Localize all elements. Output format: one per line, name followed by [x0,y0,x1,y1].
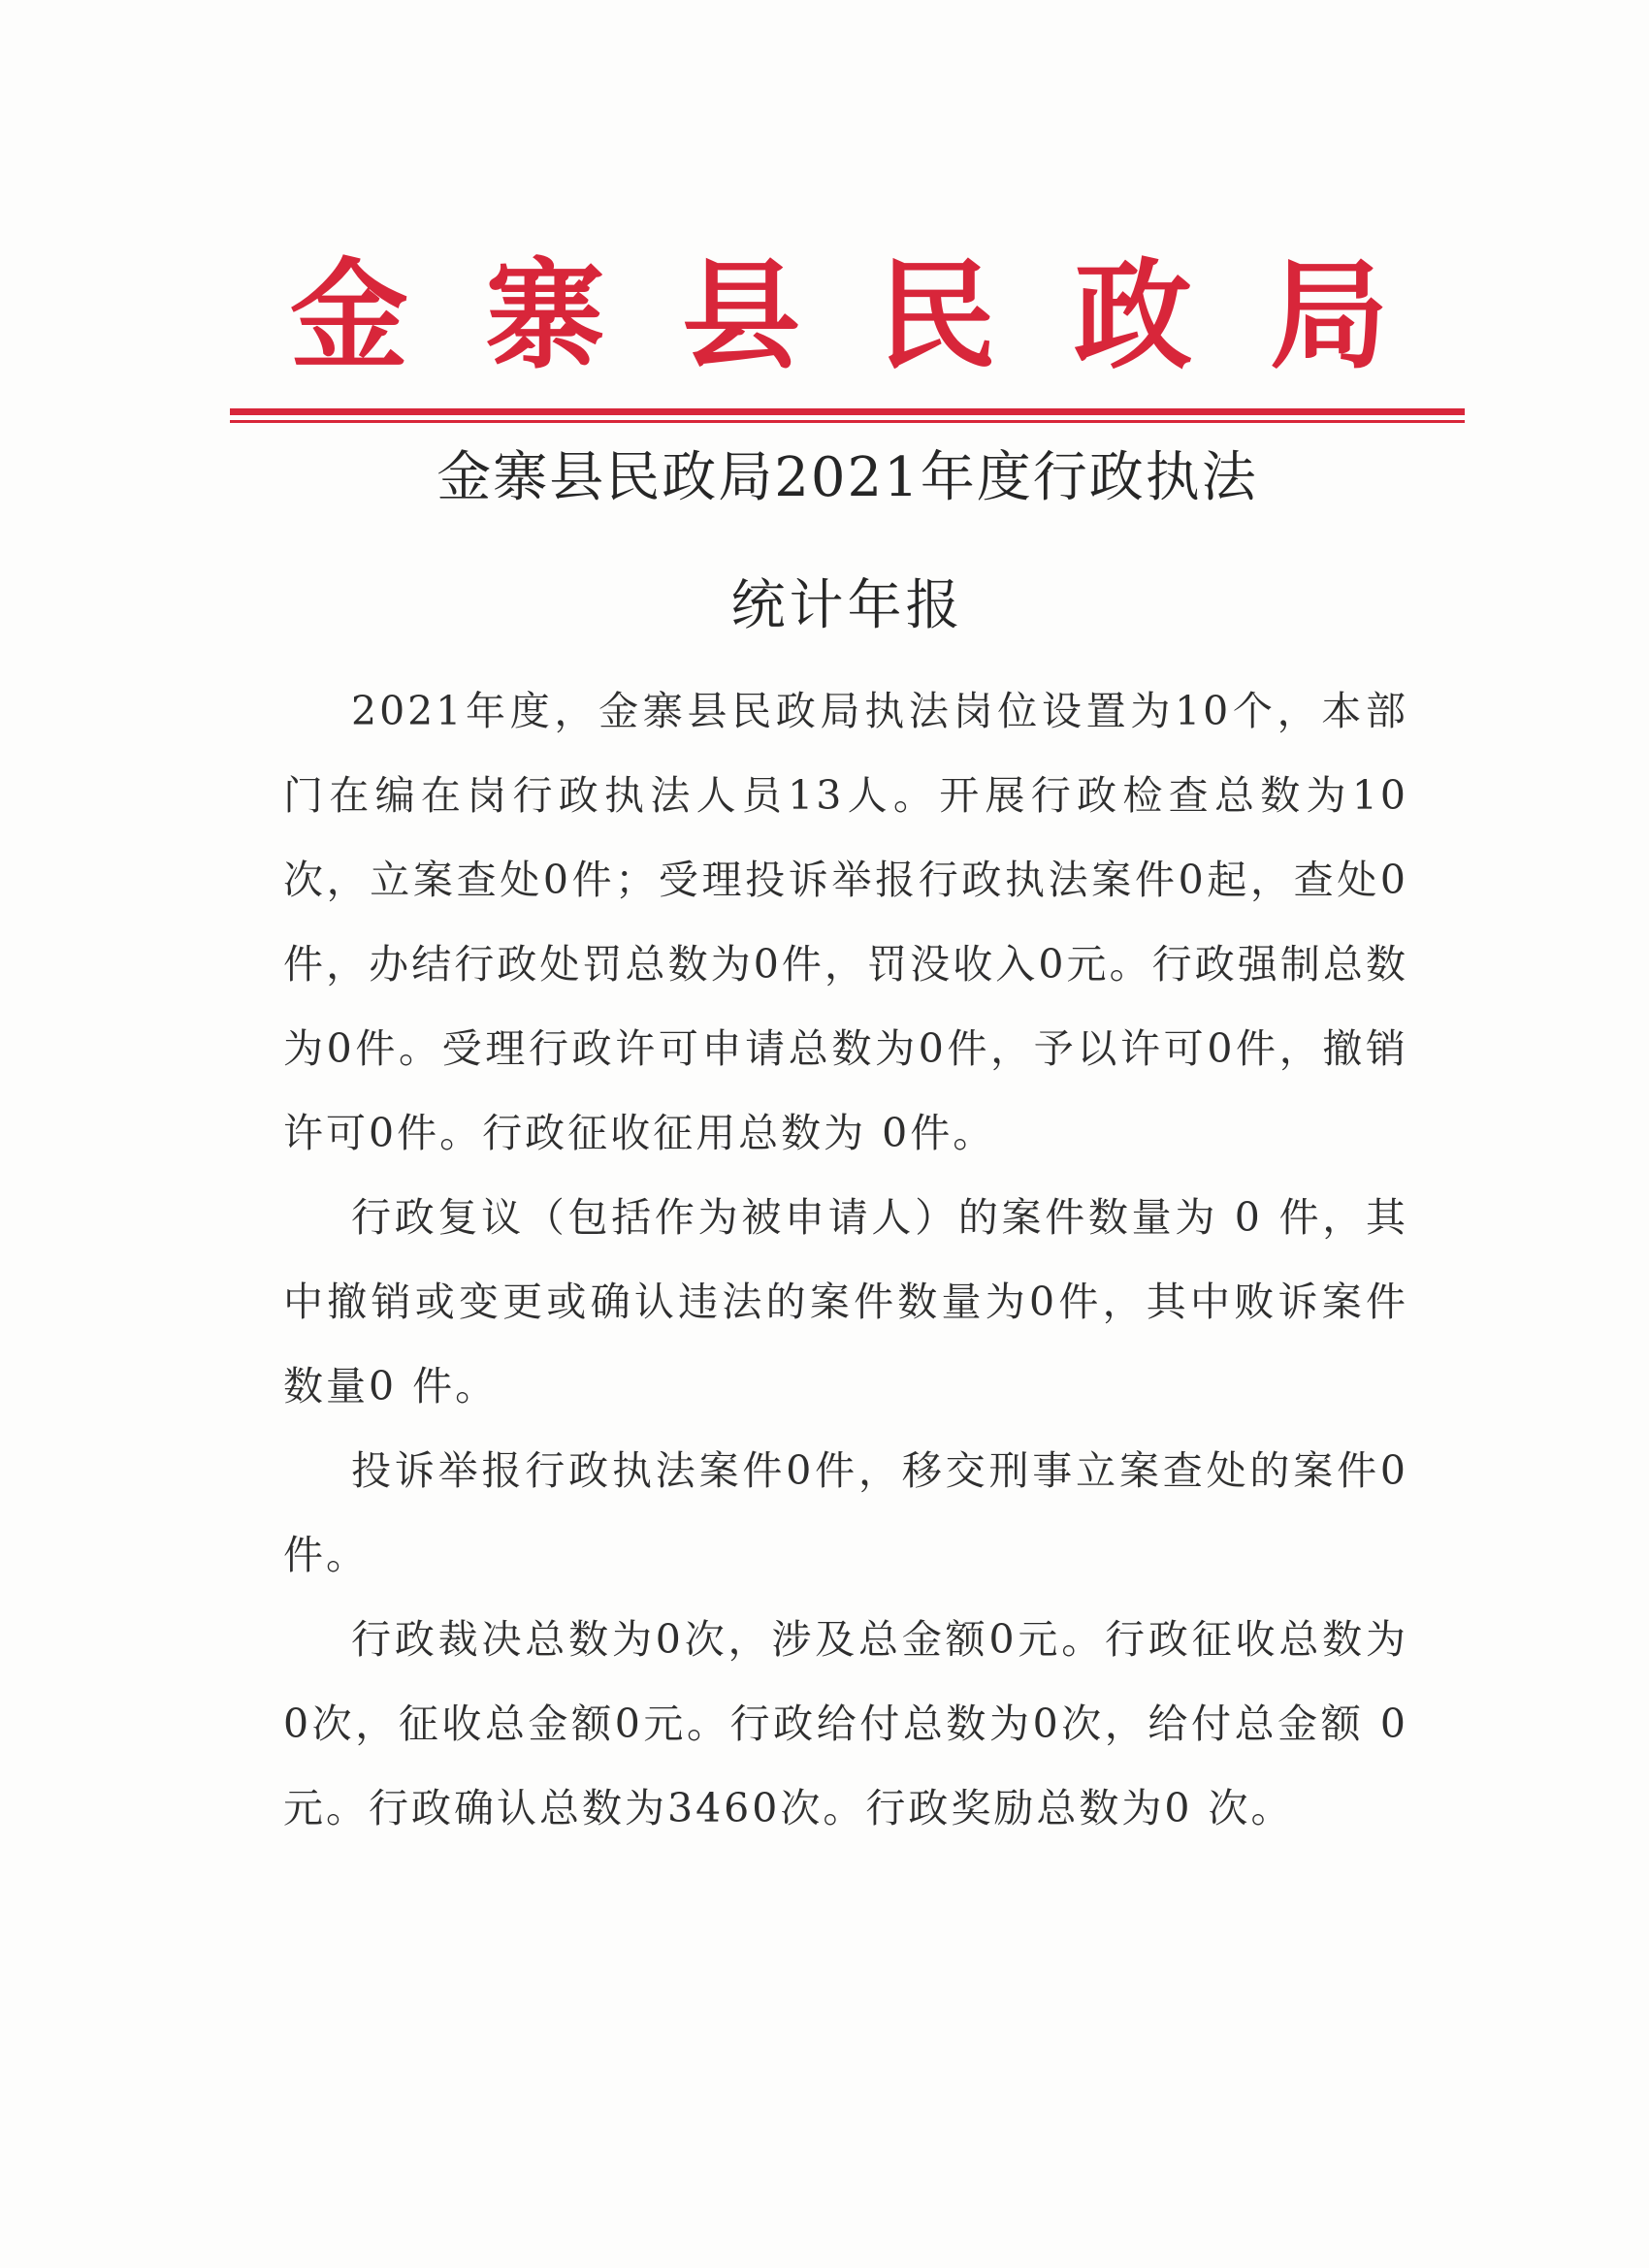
body-paragraph: 2021年度，金寨县民政局执法岗位设置为10个，本部门在编在岗行政执法人员13人。开展行政检查总数为10次，立案查处0件；受理投诉举报行政执法案件0起，查处0件，办结行政处罚总数为0件，罚没收入0元。行政强制总数为0件。受理行政许可申请总数为0件，予以许可0件，撤销许可0件。行政征收征用总数为 0件。 [283,688,1408,1156]
letterhead-divider-thick [230,408,1465,415]
letterhead-char: 金 [290,245,408,385]
letterhead-char: 民 [878,245,996,385]
body-paragraph: 投诉举报行政执法案件0件，移交刑事立案查处的案件0件。 [283,1447,1408,1578]
letterhead-divider-thin [230,420,1465,423]
letterhead-char: 政 [1074,245,1192,385]
letterhead-char: 局 [1270,245,1388,385]
letterhead-char: 县 [682,245,800,385]
document-body [283,669,1408,1851]
body-paragraph: 行政复议（包括作为被申请人）的案件数量为 0 件，其中撤销或变更或确认违法的案件数量为0件，其中败诉案件数量0 件。 [283,1194,1408,1409]
letterhead-title [281,247,1397,383]
document-title-line-2: 统计年报 [730,574,964,637]
body-paragraph: 行政裁决总数为0次，涉及总金额0元。行政征收总数为0次，征收总金额0元。行政给付总数为0次，给付总金额 0元。行政确认总数为3460次。行政奖励总数为0 次。 [283,1616,1408,1831]
letterhead-char: 寨 [486,245,604,385]
document-title-line-1: 金寨县民政局2021年度行政执法 [436,446,1258,509]
